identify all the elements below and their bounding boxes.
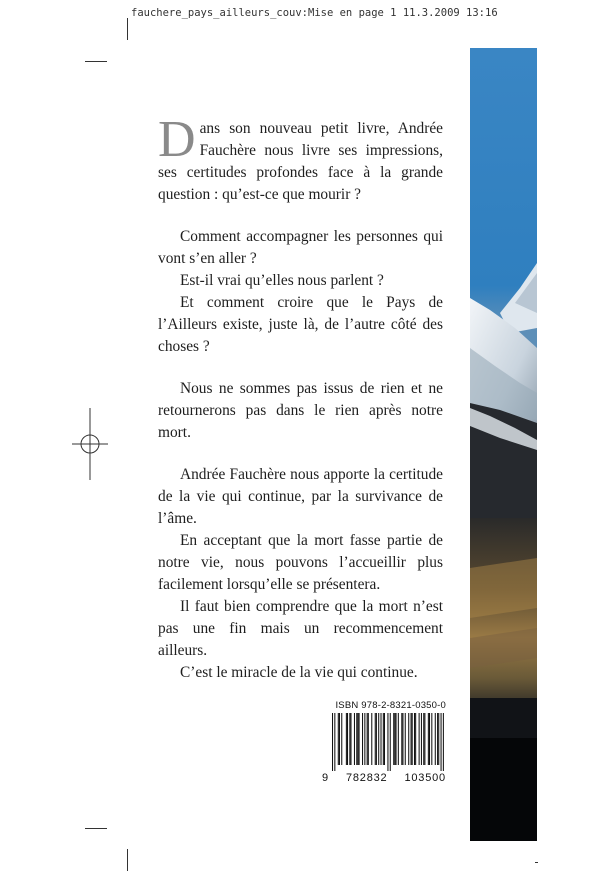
barcode-bar — [362, 713, 363, 765]
barcode-bar — [419, 713, 420, 765]
barcode-bar — [356, 713, 357, 765]
drop-cap: D — [158, 111, 196, 168]
barcode-bar — [350, 713, 351, 765]
barcode-bar — [415, 713, 416, 765]
barcode-bars — [322, 713, 446, 771]
paragraph-speak: Est-il vrai qu’elles nous parlent ? — [180, 272, 384, 289]
barcode-bar — [401, 713, 402, 765]
paragraph-miracle: C’est le miracle de la vie qui continue. — [180, 664, 418, 681]
barcode-bar — [402, 713, 403, 765]
cover-photo-strip — [470, 48, 537, 841]
barcode-bar — [341, 713, 342, 765]
paragraph-accompany: Comment accompagner les personnes qui vont s’en aller ? — [158, 228, 443, 267]
barcode-bar — [383, 713, 384, 765]
isbn-barcode — [322, 700, 446, 784]
barcode-bar — [393, 713, 394, 765]
barcode-bar — [359, 713, 360, 765]
barcode-bar — [424, 713, 425, 765]
paragraph-nothing: Nous ne sommes pas issus de rien et ne retournerons pas dans le rien après notre mort. — [158, 380, 443, 441]
barcode-bar — [396, 713, 397, 765]
barcode-bar — [371, 713, 372, 765]
barcode-bar — [378, 713, 379, 765]
barcode-bar — [412, 713, 413, 765]
barcode-bar — [438, 713, 439, 765]
barcode-bar — [332, 713, 333, 771]
barcode-digit-first: 9 — [322, 772, 329, 784]
barcode-bar — [398, 713, 399, 765]
barcode-bar — [387, 713, 388, 771]
crop-mark-top-horizontal — [85, 61, 107, 62]
barcode-bar — [375, 713, 376, 765]
barcode-bar — [334, 713, 335, 771]
barcode-bar — [339, 713, 340, 765]
barcode-bar — [368, 713, 369, 765]
barcode-bar — [367, 713, 368, 765]
barcode-bar — [390, 713, 391, 771]
barcode-bar — [414, 713, 415, 765]
barcode-bar — [364, 713, 365, 765]
crosshair-circle-icon — [72, 408, 108, 480]
back-cover-text — [158, 111, 443, 684]
barcode-bar — [384, 713, 385, 765]
print-slug-line: fauchere_pays_ailleurs_couv:Mise en page 1 11.3.2009 13:16 — [131, 7, 498, 19]
barcode-bar — [428, 713, 429, 765]
barcode-bar — [380, 713, 381, 765]
barcode-bar — [443, 713, 444, 771]
paragraph-intro — [158, 111, 443, 206]
barcode-bar — [357, 713, 358, 765]
barcode-bar — [423, 713, 424, 765]
mountain-landscape-image — [470, 48, 537, 841]
paragraph-accepting: En acceptant que la mort fasse partie de notre vie, nous pouvons l’accueillir plus facilement lorsqu’elle se présentera. — [158, 532, 443, 593]
barcode-bar — [405, 713, 406, 765]
barcode-bar — [429, 713, 430, 765]
crop-mark-top-vertical — [127, 18, 128, 40]
barcode-bar — [421, 713, 422, 765]
barcode-bar — [338, 713, 339, 765]
isbn-label: ISBN 978-2-8321-0350-0 — [335, 700, 446, 711]
crop-mark-bottom-right — [535, 862, 538, 863]
barcode-digits-right: 103500 — [404, 772, 446, 784]
barcode-bar — [347, 713, 348, 765]
barcode-bar — [376, 713, 377, 765]
crop-mark-bottom-vertical — [127, 849, 128, 871]
paragraph-elsewhere: Et comment croire que le Pays de l’Ailleurs existe, juste là, de l’autre côté des choses ? — [158, 294, 443, 355]
barcode-digits-left: 782832 — [345, 772, 388, 784]
barcode-bar — [394, 713, 395, 765]
paragraph-certainty: Andrée Fauchère nous apporte la certitude de la vie qui continue, par la survivance de l’âme. — [158, 466, 443, 527]
barcode-bar — [431, 713, 432, 765]
barcode-digits — [322, 772, 446, 784]
barcode-bar — [441, 713, 442, 771]
barcode-bar — [435, 713, 436, 765]
barcode-bar — [437, 713, 438, 765]
barcode-bar — [346, 713, 347, 765]
barcode-bar — [349, 713, 350, 765]
barcode-bar — [408, 713, 409, 765]
barcode-bar — [411, 713, 412, 765]
crop-mark-bottom-horizontal — [85, 828, 107, 829]
barcode-bar — [354, 713, 355, 765]
paragraph-not-an-end: Il faut bien comprendre que la mort n’est pas une fin mais un recommencement ailleurs. — [158, 598, 443, 659]
paragraph-intro-text: ans son nouveau petit livre, Andrée Fauchère nous livre ses impressions, ses certitudes profondes face à la grande question : qu’est-ce que mourir ? — [158, 120, 443, 203]
